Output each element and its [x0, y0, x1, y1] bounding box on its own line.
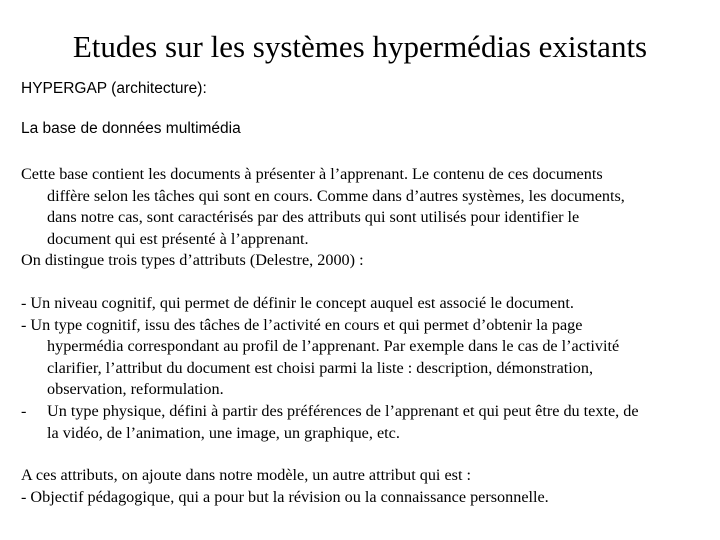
section-heading-database: La base de données multimédia	[21, 120, 241, 137]
intro-paragraph	[21, 164, 711, 272]
closing-item-pedagogical-objective: - Objectif pédagogique, qui a pour but la révision ou la connaissance personnelle.	[21, 487, 549, 506]
list-item-cognitive-type-cont: hypermédia correspondant au profil de l’apprenant. Par exemple dans le cas de l’activité	[47, 337, 620, 356]
intro-line: diffère selon les tâches qui sont en cours. Comme dans d’autres systèmes, les documents,	[47, 186, 625, 205]
closing-paragraph	[21, 465, 711, 508]
list-item-physical-type-text: Un type physique, défini à partir des préférences de l’apprenant et qui peut être du texte, de	[47, 401, 639, 420]
list-item-cognitive-type: - Un type cognitif, issu des tâches de l’activité en cours et qui permet d’obtenir la page	[21, 315, 583, 334]
list-item-cognitive-type-cont: observation, reformulation.	[47, 380, 224, 399]
closing-line: A ces attributs, on ajoute dans notre modèle, un autre attribut qui est :	[21, 466, 471, 484]
slide-title: Etudes sur les systèmes hypermédias existants	[72, 29, 648, 64]
list-item-physical-type-cont: la vidéo, de l’animation, une image, un graphique, etc.	[47, 423, 400, 442]
section-heading-architecture: HYPERGAP (architecture):	[21, 80, 207, 97]
intro-line: Cette base contient les documents à présenter à l’apprenant. Le contenu de ces documents	[21, 165, 603, 183]
intro-attributes-line: On distingue trois types d’attributs (Delestre, 2000) :	[21, 251, 364, 270]
intro-line: document qui est présenté à l’apprenant.	[47, 229, 309, 248]
attribute-list	[21, 293, 711, 444]
list-bullet: -	[21, 401, 27, 420]
list-item-cognitive-level: - Un niveau cognitif, qui permet de définir le concept auquel est associé le document.	[21, 294, 574, 312]
list-item-cognitive-type-cont: clarifier, l’attribut du document est choisi parmi la liste : description, démonstration,	[47, 358, 593, 377]
list-item-physical-type	[21, 401, 711, 423]
intro-line: dans notre cas, sont caractérisés par des attributs qui sont utilisés pour identifier le	[47, 208, 580, 227]
